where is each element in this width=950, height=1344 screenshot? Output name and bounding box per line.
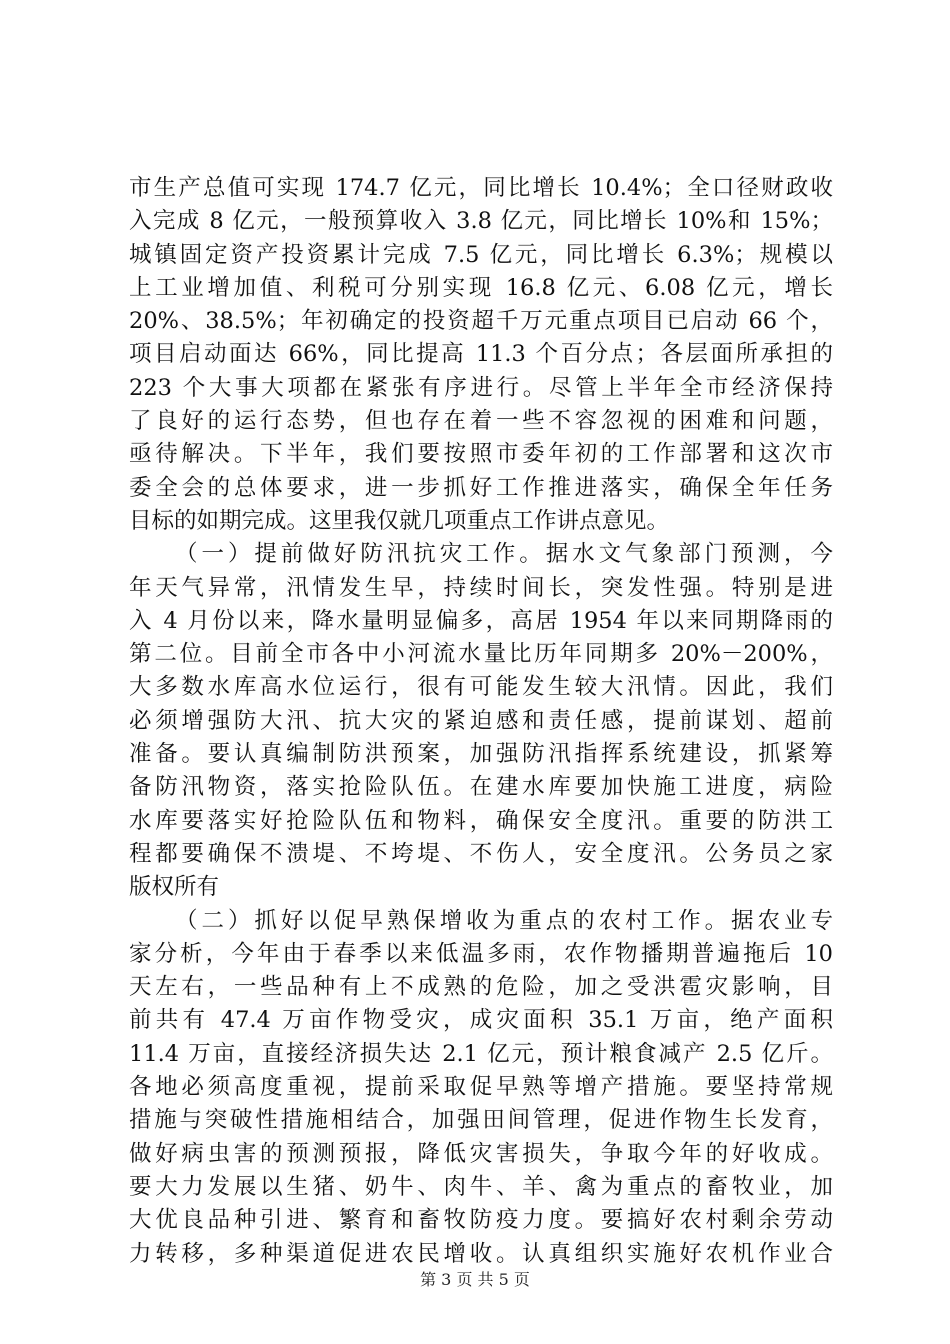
text-line-26: 前共有 47.4 万亩作物受灾，成灾面积 35.1 万亩，绝产面积: [129, 1007, 833, 1034]
text-line-22: 版权所有: [129, 874, 220, 901]
text-line-32: 大优良品种引进、繁育和畜牧防疫力度。要搞好农村剩余劳动: [129, 1207, 833, 1234]
text-line-33: 力转移，多种渠道促进农民增收。认真组织实施好农机作业合: [129, 1240, 833, 1267]
document-body: [129, 172, 833, 1271]
text-line-21: 程都要确保不溃堤、不垮堤、不伤人，安全度汛。公务员之家: [129, 840, 833, 867]
text-line-1: 市生产总值可实现 174.7 亿元，同比增长 10.4%；全口径财政收: [129, 175, 833, 201]
text-line-17: 必须增强防大汛、抗大灾的紧迫感和责任感，提前谋划、超前: [129, 707, 833, 734]
text-line-29: 措施与突破性措施相结合，加强田间管理，促进作物生长发育，: [129, 1107, 833, 1134]
text-line-16: 大多数水库高水位运行，很有可能发生较大汛情。因此，我们: [129, 674, 833, 701]
text-line-2: 入完成 8 亿元，一般预算收入 3.8 亿元，同比增长 10%和 15%；: [129, 208, 833, 235]
text-line-3: 城镇固定资产投资累计完成 7.5 亿元，同比增长 6.3%；规模以: [129, 241, 833, 268]
text-line-14: 入 4 月份以来，降水量明显偏多，高居 1954 年以来同期降雨的: [129, 607, 833, 634]
text-line-25: 天左右，一些品种有上不成熟的危险，加之受洪雹灾影响，目: [129, 974, 833, 1001]
text-line-28: 各地必须高度重视，提前采取促早熟等增产措施。要坚持常规: [129, 1074, 833, 1101]
text-line-6: 项目启动面达 66%，同比提高 11.3 个百分点；各层面所承担的: [129, 341, 833, 368]
text-line-13: 年天气异常，汛情发生早，持续时间长，突发性强。特别是进: [129, 574, 833, 601]
page-footer: 第 3 页 共 5 页: [420, 1270, 530, 1289]
text-line-18: 准备。要认真编制防洪预案，加强防汛指挥系统建设，抓紧筹: [129, 741, 833, 768]
text-line-10: 委全会的总体要求，进一步抓好工作推进落实，确保全年任务: [129, 474, 833, 501]
text-line-15: 第二位。目前全市各中小河流水量比历年同期多 20%－200%，: [129, 641, 833, 668]
text-line-20: 水库要落实好抢险队伍和物料，确保安全度汛。重要的防洪工: [129, 807, 833, 834]
text-line-8: 了良好的运行态势，但也存在着一些不容忽视的困难和问题，: [129, 408, 833, 435]
text-line-31: 要大力发展以生猪、奶牛、肉牛、羊、禽为重点的畜牧业，加: [129, 1173, 833, 1200]
text-line-9: 亟待解决。下半年，我们要按照市委年初的工作部署和这次市: [129, 441, 833, 468]
text-line-11: 目标的如期完成。这里我仅就几项重点工作讲点意见。: [129, 507, 670, 534]
text-line-4: 上工业增加值、利税可分别实现 16.8 亿元、6.08 亿元，增长: [129, 274, 833, 301]
text-line-12: （一）提前做好防汛抗灾工作。据水文气象部门预测，今: [175, 541, 833, 568]
text-line-5: 20%、38.5%；年初确定的投资超千万元重点项目已启动 66 个，: [129, 308, 833, 335]
text-line-27: 11.4 万亩，直接经济损失达 2.1 亿元，预计粮食减产 2.5 亿斤。: [129, 1040, 833, 1067]
text-line-24: 家分析，今年由于春季以来低温多雨，农作物播期普遍拖后 10: [129, 940, 833, 967]
text-line-19: 备防汛物资，落实抢险队伍。在建水库要加快施工进度，病险: [129, 774, 833, 801]
text-line-30: 做好病虫害的预测预报，降低灾害损失，争取今年的好收成。: [129, 1140, 833, 1167]
text-line-23: （二）抓好以促早熟保增收为重点的农村工作。据农业专: [175, 907, 833, 934]
text-line-7: 223 个大事大项都在紧张有序进行。尽管上半年全市经济保持: [129, 374, 833, 401]
